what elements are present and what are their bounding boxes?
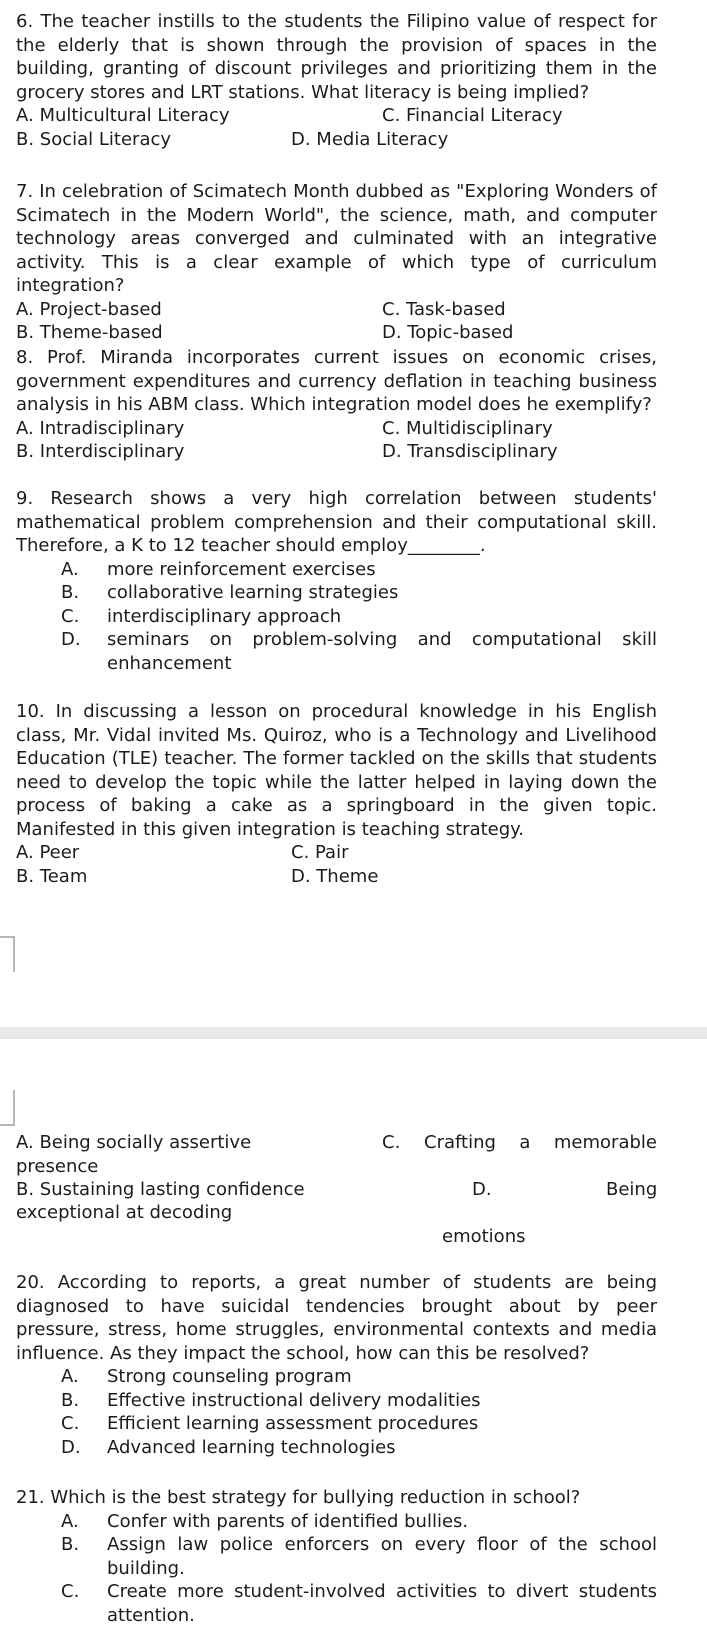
question-19-option-b[interactable]: B. Sustaining lasting confidence <box>16 1179 305 1200</box>
question-7-option-d[interactable]: D. Topic-based <box>382 322 514 343</box>
option-letter: B. <box>61 1534 80 1555</box>
question-19-option-c-continued: presence <box>16 1156 99 1177</box>
question-20-options <box>16 1365 657 1459</box>
option-text: Efficient learning assessment procedures <box>107 1413 479 1434</box>
question-10-options-row-2 <box>16 865 657 889</box>
question-20-stem: 20. According to reports, a great number of students are being diagnosed to have suicidal tendencies brought about by peer pressure, stress, home struggles, environmental contexts and media influence. As they impact the school, how can this be resolved? <box>16 1272 657 1364</box>
question-6-option-a[interactable]: A. Multicultural Literacy <box>16 105 230 126</box>
option-letter: C. <box>61 605 80 627</box>
question-8-option-a[interactable]: A. Intradisciplinary <box>16 417 185 439</box>
option-text: Strong counseling program <box>107 1366 352 1387</box>
option-text: Confer with parents of identified bullies. <box>107 1510 469 1532</box>
question-6-option-b[interactable]: B. Social Literacy <box>16 128 172 150</box>
question-20-option-d[interactable] <box>16 1436 657 1460</box>
question-10-option-a[interactable]: A. Peer <box>16 842 80 863</box>
question-20-option-a[interactable] <box>16 1365 657 1389</box>
question-7-options-row-1 <box>16 298 657 322</box>
option-letter: B. <box>61 582 80 603</box>
question-8-option-d[interactable]: D. Transdisciplinary <box>382 441 558 462</box>
option-letter: B. <box>61 1389 80 1411</box>
question-8-stem: 8. Prof. Miranda incorporates current issues on economic crises, government expenditures and currency deflation in teaching business analysis in his ABM class. Which integration model does he exemplify? <box>16 347 657 415</box>
question-9-option-a[interactable] <box>16 558 657 582</box>
question-10-stem: 10. In discussing a lesson on procedural knowledge in his English class, Mr. Vidal invited Ms. Quiroz, who is a Technology and Livelihood Education (TLE) teacher. The former tackled on the skills that students need to develop the topic while the latter helped in laying down the process of baking a cake as a springboard in the given topic. Manifested in this given integration is teaching strategy. <box>16 701 657 840</box>
option-letter: C. <box>61 1413 80 1434</box>
question-6-option-d[interactable]: D. Media Literacy <box>291 128 449 150</box>
question-7-stem: 7. In celebration of Scimatech Month dubbed as "Exploring Wonders of Scimatech in the Modern World", the science, math, and computer technology areas converged and culminated with an integrative activity. This is a clear example of which type of curriculum integration? <box>16 181 657 296</box>
question-6-option-c[interactable]: C. Financial Literacy <box>382 105 563 126</box>
question-7-options-row-2 <box>16 321 657 345</box>
page-corner-mark-top <box>0 936 14 938</box>
option-text: collaborative learning strategies <box>107 582 399 603</box>
question-19-option-a[interactable]: A. Being socially assertive <box>16 1132 252 1153</box>
option-text: Assign law police enforcers on every floor of the school building. <box>107 1534 657 1579</box>
question-19-option-c[interactable]: Crafting a memorable <box>424 1132 657 1153</box>
question-6-options-row-2 <box>16 128 657 152</box>
question-9-stem-text: 9. Research shows a very high correlation between students' mathematical problem comprehension and their computational skill. Therefore, a K to 12 teacher should employ <box>16 488 657 556</box>
question-20 <box>16 1271 657 1459</box>
question-10-option-b[interactable]: B. Team <box>16 865 88 887</box>
question-9-option-d[interactable] <box>16 628 657 675</box>
option-letter: A. <box>61 1366 79 1387</box>
question-9-blank: ________. <box>407 535 486 556</box>
option-text: interdisciplinary approach <box>107 605 342 627</box>
question-21-option-c[interactable] <box>16 1580 657 1627</box>
question-7 <box>16 180 657 345</box>
question-8-options-row-1 <box>16 417 657 441</box>
question-9-option-c[interactable] <box>16 605 657 629</box>
question-9-stem <box>16 487 657 558</box>
question-10-option-d[interactable]: D. Theme <box>291 865 379 887</box>
page-separator <box>0 1027 707 1039</box>
option-text: Advanced learning technologies <box>107 1436 396 1458</box>
question-19-option-d-continued: exceptional at decoding <box>16 1202 233 1223</box>
question-20-option-b[interactable] <box>16 1389 657 1413</box>
option-text: more reinforcement exercises <box>107 558 376 580</box>
question-19-option-c-label[interactable]: C. <box>382 1132 401 1153</box>
question-10-options-row-1 <box>16 841 657 865</box>
option-text: seminars on problem-solving and computational skill enhancement <box>107 629 657 674</box>
question-19-option-d-label[interactable]: D. <box>472 1179 492 1200</box>
question-9 <box>16 487 657 675</box>
option-text: Effective instructional delivery modalities <box>107 1389 481 1411</box>
option-letter: A. <box>61 558 79 580</box>
question-7-option-a[interactable]: A. Project-based <box>16 298 162 320</box>
question-21-stem: 21. Which is the best strategy for bullying reduction in school? <box>16 1487 581 1508</box>
option-letter: D. <box>61 629 81 650</box>
question-6 <box>16 10 657 151</box>
question-6-options-row-1 <box>16 104 657 128</box>
option-letter: D. <box>61 1436 81 1458</box>
page-corner-mark-top-vertical <box>13 936 15 972</box>
question-8-options-row-2 <box>16 440 657 464</box>
question-21-option-b[interactable] <box>16 1533 657 1580</box>
question-8-option-c[interactable]: C. Multidisciplinary <box>382 417 553 439</box>
question-19-option-d-continued-2: emotions <box>442 1226 526 1247</box>
option-text: Create more student-involved activities to divert students attention. <box>107 1581 657 1626</box>
question-7-option-b[interactable]: B. Theme-based <box>16 322 163 343</box>
question-9-option-b[interactable] <box>16 581 657 605</box>
option-letter: A. <box>61 1510 79 1532</box>
question-19-option-d[interactable]: Being <box>606 1179 658 1200</box>
page-corner-mark-bottom <box>0 1124 14 1126</box>
option-letter: C. <box>61 1581 80 1602</box>
question-21-options <box>16 1510 657 1628</box>
question-7-option-c[interactable]: C. Task-based <box>382 298 506 320</box>
question-9-options <box>16 558 657 676</box>
question-21 <box>16 1486 657 1627</box>
question-21-option-a[interactable] <box>16 1510 657 1534</box>
question-8-option-b[interactable]: B. Interdisciplinary <box>16 441 185 462</box>
page-corner-mark-bottom-vertical <box>13 1090 15 1126</box>
question-10 <box>16 700 657 888</box>
question-8 <box>16 346 657 464</box>
question-10-option-c[interactable]: C. Pair <box>291 842 349 863</box>
question-6-stem: 6. The teacher instills to the students the Filipino value of respect for the elderly that is shown through the provision of spaces in the building, granting of discount privileges and prioritizing them in the grocery stores and LRT stations. What literacy is being implied? <box>16 11 657 103</box>
question-20-option-c[interactable] <box>16 1412 657 1436</box>
